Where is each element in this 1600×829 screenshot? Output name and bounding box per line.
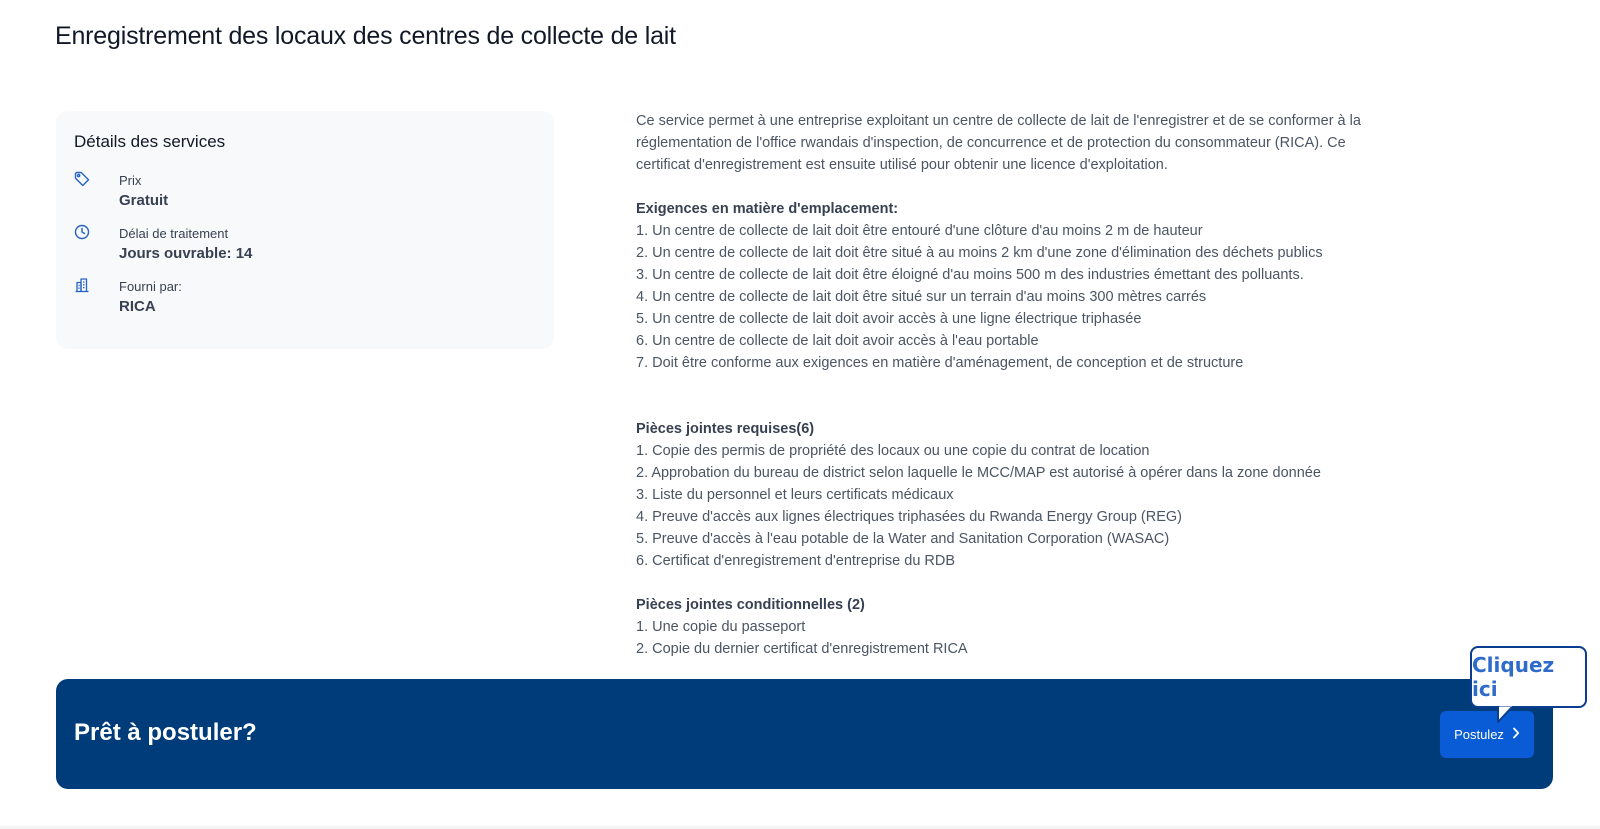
page-title: Enregistrement des locaux des centres de collecte de lait [55,22,676,50]
list-item: 2. Approbation du bureau de district selon laquelle le MCC/MAP est autorisé à opérer dans la zone donnée [636,465,1321,481]
list-item: 7. Doit être conforme aux exigences en matière d'aménagement, de conception et de structure [636,355,1244,371]
building-icon [74,277,90,293]
list-item: 3. Liste du personnel et leurs certificats médicaux [636,487,954,503]
detail-processing-label: Délai de traitement [119,226,229,241]
apply-banner-title: Prêt à postuler? [74,719,257,746]
list-item: 6. Certificat d'enregistrement d'entreprise du RDB [636,553,956,569]
detail-processing-value: Jours ouvrable: 14 [119,245,253,262]
detail-price-label: Prix [119,173,142,188]
clock-icon [74,224,90,240]
list-item: 4. Un centre de collecte de lait doit être situé sur un terrain d'au moins 300 mètres carrés [636,289,1207,305]
chevron-right-icon [1512,727,1520,742]
service-description [636,110,1396,660]
detail-provider-value: RICA [119,298,156,315]
list-item: 5. Un centre de collecte de lait doit avoir accès à une ligne électrique triphasée [636,311,1142,327]
list-item: 2. Copie du dernier certificat d'enregistrement RICA [636,641,968,657]
service-details-card [56,111,554,349]
list-item: 1. Un centre de collecte de lait doit être entouré d'une clôture d'au moins 2 m de hauteur [636,223,1203,239]
list-item: 2. Un centre de collecte de lait doit être situé à au moins 2 km d'une zone d'élimination des déchets publics [636,245,1323,261]
list-item: 6. Un centre de collecte de lait doit avoir accès à l'eau portable [636,333,1039,349]
intro-line: Ce service permet à une entreprise exploitant un centre de collecte de lait de l'enregistrer et de se conformer à la [636,113,1361,129]
list-item: 1. Copie des permis de propriété des locaux ou une copie du contrat de location [636,443,1150,459]
apply-button-label: Postulez [1454,727,1504,742]
location-requirements-heading: Exigences en matière d'emplacement: [636,201,899,217]
intro-line: certificat d'enregistrement est ensuite utilisé pour obtenir une licence d'exploitation. [636,157,1168,173]
list-item: 1. Une copie du passeport [636,619,806,635]
service-details-title: Détails des services [74,132,226,151]
required-attachments-heading: Pièces jointes requises(6) [636,421,815,437]
intro-line: réglementation de l'office rwandais d'inspection, de concurrence et de protection du consommateur (RICA). Ce [636,135,1346,151]
list-item: 3. Un centre de collecte de lait doit être éloigné d'au moins 500 m des industries émettant des polluants. [636,267,1304,283]
detail-provider-label: Fourni par: [119,279,182,294]
click-here-tooltip[interactable]: Cliquez ici [1470,646,1587,708]
detail-price-value: Gratuit [119,192,169,209]
list-item: 5. Preuve d'accès à l'eau potable de la Water and Sanitation Corporation (WASAC) [636,531,1170,547]
apply-banner [56,679,1553,789]
tag-icon [74,171,90,187]
conditional-attachments-heading: Pièces jointes conditionnelles (2) [636,597,865,613]
list-item: 4. Preuve d'accès aux lignes électriques triphasées du Rwanda Energy Group (REG) [636,509,1182,525]
